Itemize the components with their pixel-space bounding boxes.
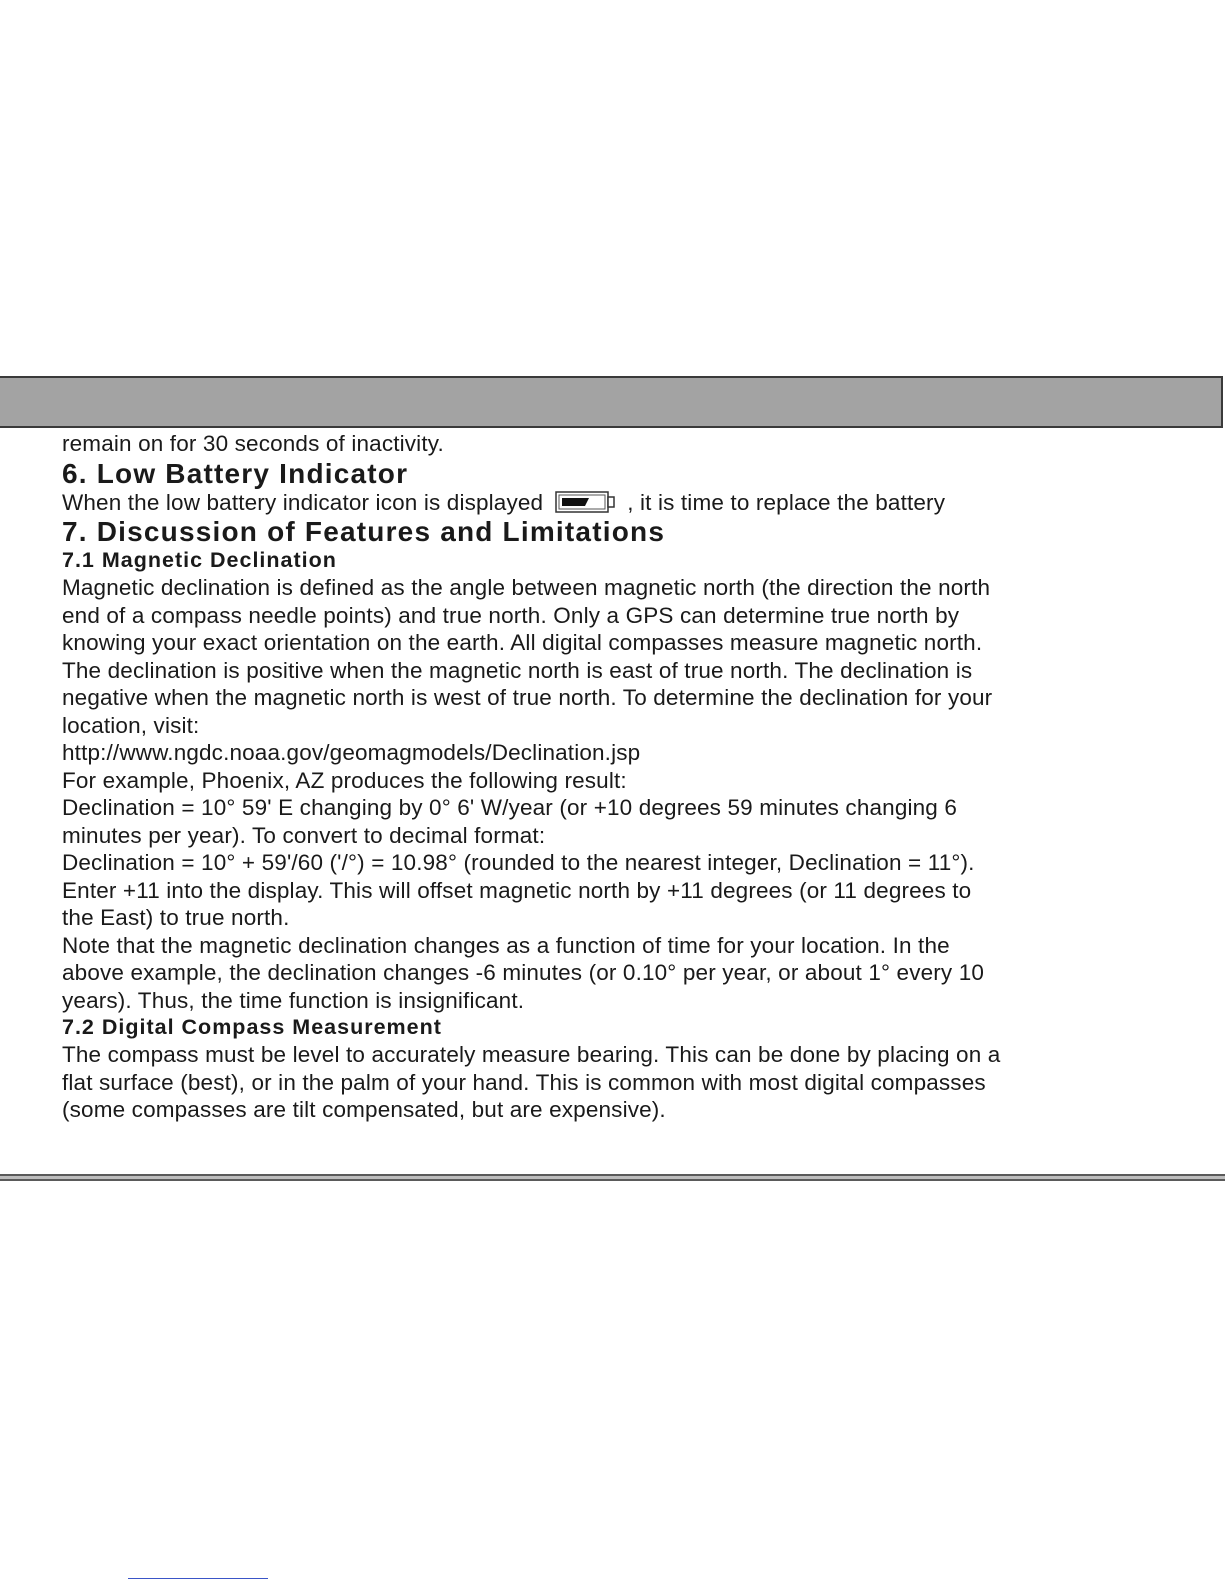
declination-line: Declination = 10° 59' E changing by 0° 6' W/year (or +10 degrees 59 minutes changing 6	[62, 795, 958, 820]
declination-line: Magnetic declination is defined as the angle between magnetic north (the direction the north	[62, 575, 991, 600]
header-band	[0, 376, 1223, 428]
compass-measurement-line: The compass must be level to accurately measure bearing. This can be done by placing on a	[62, 1042, 1001, 1067]
compass-measurement-line: (some compasses are tilt compensated, but are expensive).	[62, 1097, 666, 1122]
low-battery-paragraph	[62, 489, 1212, 517]
declination-url: http://www.ngdc.noaa.gov/geomagmodels/Declination.jsp	[62, 740, 641, 765]
page-content	[62, 430, 1212, 1124]
declination-line: years). Thus, the time function is insignificant.	[62, 987, 525, 1013]
declination-line: knowing your exact orientation on the earth. All digital compasses measure magnetic north.	[62, 630, 983, 655]
bottom-underline-mark	[128, 1578, 268, 1579]
compass-measurement-line: flat surface (best), or in the palm of your hand. This is common with most digital compasses	[62, 1069, 986, 1095]
section-7-heading: 7. Discussion of Features and Limitations	[62, 516, 666, 547]
declination-line: above example, the declination changes -6 minutes (or 0.10° per year, or about 1° every 10	[62, 960, 985, 985]
declination-line: location, visit:	[62, 712, 200, 738]
declination-line: For example, Phoenix, AZ produces the following result:	[62, 767, 627, 793]
declination-line: Enter +11 into the display. This will offset magnetic north by +11 degrees (or 11 degrees to	[62, 877, 972, 903]
section-7-2-heading: 7.2 Digital Compass Measurement	[62, 1015, 442, 1039]
low-battery-text-after: , it is time to replace the battery	[627, 489, 946, 515]
section-7-1-heading: 7.1 Magnetic Declination	[62, 548, 337, 572]
continuation-text: remain on for 30 seconds of inactivity.	[62, 431, 444, 456]
low-battery-icon	[555, 491, 617, 513]
declination-line: end of a compass needle points) and true north. Only a GPS can determine true north by	[62, 602, 960, 628]
declination-line: negative when the magnetic north is west of true north. To determine the declination for your	[62, 685, 993, 710]
declination-line: the East) to true north.	[62, 905, 290, 930]
declination-line: Declination = 10° + 59'/60 ('/°) = 10.98° (rounded to the nearest integer, Declination = 11°).	[62, 850, 975, 875]
footer-rule	[0, 1174, 1225, 1182]
section-6-heading: 6. Low Battery Indicator	[62, 457, 409, 489]
declination-line: Note that the magnetic declination changes as a function of time for your location. In the	[62, 932, 950, 958]
declination-line: The declination is positive when the magnetic north is east of true north. The declination is	[62, 657, 973, 683]
low-battery-text-before: When the low battery indicator icon is displayed	[62, 489, 544, 515]
declination-line: minutes per year). To convert to decimal format:	[62, 822, 546, 848]
